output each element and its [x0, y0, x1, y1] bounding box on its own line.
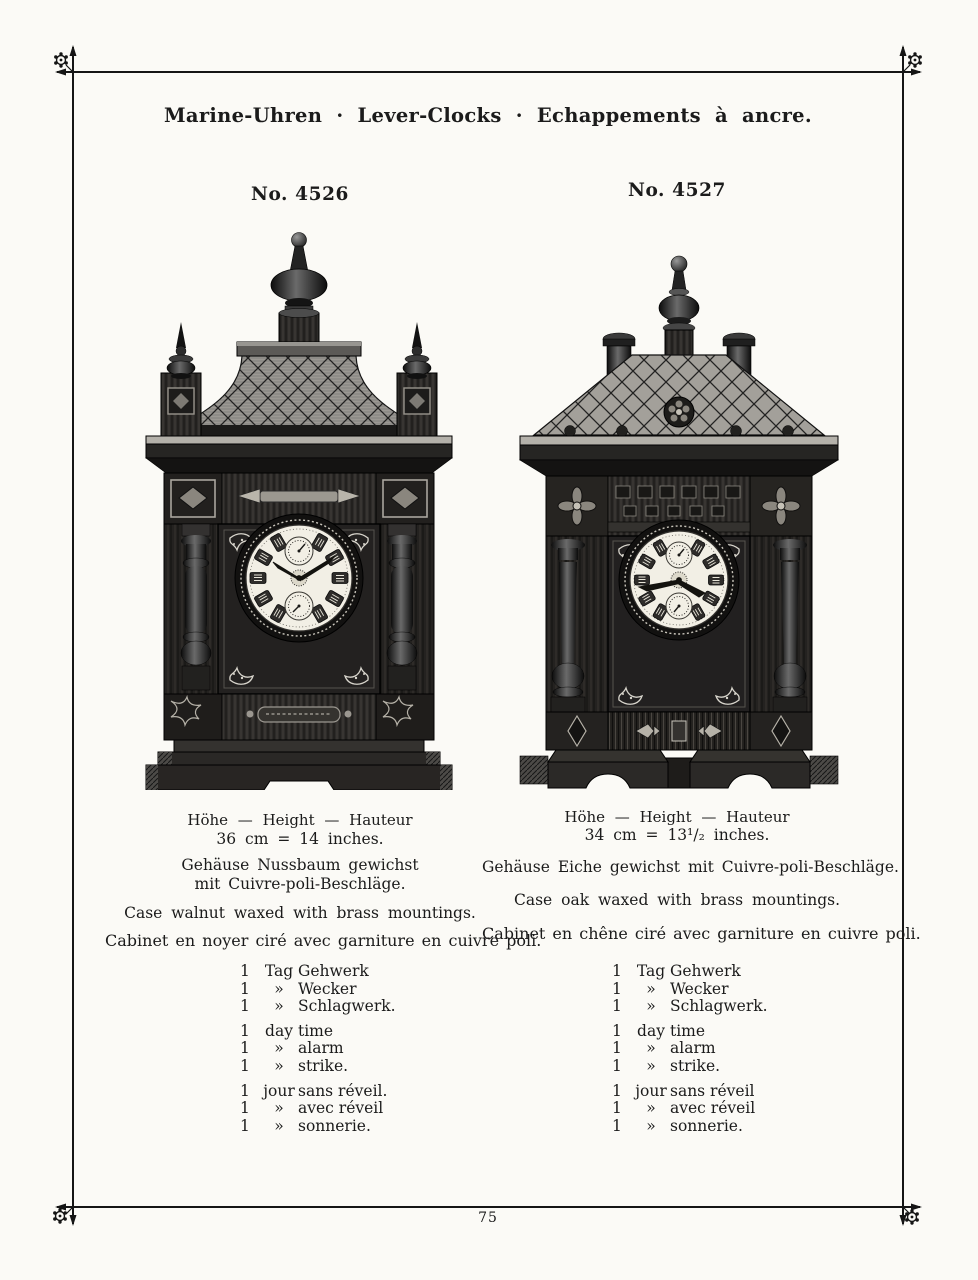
- movement-cell: 1: [612, 1081, 622, 1100]
- movement-cell: Gehwerk: [670, 962, 741, 980]
- movement-cell: day: [637, 1021, 665, 1040]
- movement-cell: day: [265, 1021, 293, 1040]
- movement-cell: 1: [612, 997, 622, 1016]
- movement-cell: time: [670, 1021, 706, 1040]
- movement-cell: sans réveil.: [298, 1081, 388, 1100]
- movement-row: [612, 998, 768, 1016]
- height-value: 36 cm = 14 inches.: [216, 830, 384, 848]
- movement-cell: 1: [240, 1081, 250, 1100]
- case-description-fr: Cabinet en noyer ciré avec garniture en cuivre poli.: [105, 931, 542, 950]
- movement-list: [240, 963, 396, 1142]
- case-description-fr: Cabinet en chêne ciré avec garniture en cuivre poli.: [482, 924, 921, 943]
- movement-cell: 1: [612, 1056, 622, 1075]
- case-description-de: Gehäuse Nussbaum gewichst: [181, 856, 419, 874]
- movement-cell: »: [274, 979, 284, 998]
- movement-cell: »: [274, 1039, 284, 1058]
- case-description-de: Gehäuse Eiche gewichst mit Cuivre-poli-Beschläge.: [482, 858, 899, 876]
- movement-row: [240, 1040, 396, 1058]
- movement-cell: 1: [612, 1116, 622, 1135]
- movement-cell: jour: [635, 1081, 667, 1100]
- page-number: 75: [478, 1210, 498, 1226]
- movement-cell: strike.: [298, 1056, 349, 1075]
- movement-group-en: [240, 1023, 396, 1076]
- movement-cell: »: [646, 1116, 656, 1135]
- movement-cell: »: [646, 997, 656, 1016]
- movement-row: [240, 1058, 396, 1076]
- movement-row: [240, 963, 396, 981]
- movement-cell: Wecker: [298, 979, 357, 998]
- movement-cell: Tag: [636, 962, 666, 980]
- page-title: Marine-Uhren · Lever-Clocks · Echappements à ancre.: [164, 104, 812, 127]
- movement-cell: 1: [612, 979, 622, 998]
- movement-row: [612, 963, 768, 981]
- movement-cell: avec réveil: [298, 1099, 384, 1118]
- movement-group-fr: [240, 1083, 396, 1136]
- movement-cell: »: [646, 979, 656, 998]
- movement-group-fr: [612, 1083, 768, 1136]
- movement-group-en: [612, 1023, 768, 1076]
- movement-cell: 1: [612, 1021, 622, 1040]
- movement-row: [240, 1118, 396, 1136]
- movement-cell: »: [274, 1099, 284, 1118]
- movement-cell: 1: [240, 1099, 250, 1118]
- movement-cell: 1: [240, 1039, 250, 1058]
- movement-row: [612, 1058, 768, 1076]
- height-value: 34 cm = 13¹/₂ inches.: [584, 826, 770, 844]
- movement-row: [240, 1100, 396, 1118]
- movement-row: [612, 1023, 768, 1041]
- height-heading: Höhe — Height — Hauteur: [187, 811, 413, 829]
- movement-cell: 1: [240, 1021, 250, 1040]
- movement-cell: »: [646, 1099, 656, 1118]
- movement-row: [612, 1100, 768, 1118]
- movement-group-de: [240, 963, 396, 1016]
- movement-cell: Schlagwerk.: [670, 997, 768, 1016]
- movement-cell: avec réveil: [670, 1099, 756, 1118]
- movement-cell: strike.: [670, 1056, 721, 1075]
- movement-row: [240, 1023, 396, 1041]
- movement-cell: »: [646, 1056, 656, 1075]
- movement-cell: Tag: [264, 962, 294, 980]
- movement-cell: jour: [263, 1081, 295, 1100]
- case-description-en: Case walnut waxed with brass mountings.: [124, 904, 476, 922]
- product-number: No. 4527: [627, 180, 727, 201]
- movement-cell: 1: [240, 997, 250, 1016]
- movement-cell: sonnerie.: [298, 1116, 371, 1135]
- movement-row: [612, 1118, 768, 1136]
- movement-row: [240, 1083, 396, 1101]
- movement-cell: 1: [612, 962, 622, 980]
- movement-cell: time: [298, 1021, 334, 1040]
- movement-cell: alarm: [670, 1039, 716, 1058]
- movement-row: [612, 981, 768, 999]
- movement-cell: 1: [612, 1099, 622, 1118]
- movement-cell: »: [274, 997, 284, 1016]
- movement-group-de: [612, 963, 768, 1016]
- movement-row: [612, 1083, 768, 1101]
- movement-cell: 1: [240, 1056, 250, 1075]
- movement-cell: 1: [612, 1039, 622, 1058]
- movement-cell: sonnerie.: [670, 1116, 743, 1135]
- movement-row: [612, 1040, 768, 1058]
- movement-cell: sans réveil: [670, 1081, 755, 1100]
- movement-cell: 1: [240, 979, 250, 998]
- movement-cell: Wecker: [670, 979, 729, 998]
- movement-cell: »: [274, 1056, 284, 1075]
- movement-row: [240, 981, 396, 999]
- movement-cell: 1: [240, 962, 250, 980]
- movement-cell: »: [646, 1039, 656, 1058]
- product-column-4526: [105, 0, 542, 1280]
- movement-cell: 1: [240, 1116, 250, 1135]
- height-heading: Höhe — Height — Hauteur: [564, 808, 790, 826]
- movement-cell: alarm: [298, 1039, 344, 1058]
- movement-cell: Schlagwerk.: [298, 997, 396, 1016]
- case-description-en: Case oak waxed with brass mountings.: [513, 891, 841, 909]
- case-description-de: mit Cuivre-poli-Beschläge.: [194, 875, 406, 893]
- movement-cell: »: [274, 1116, 284, 1135]
- movement-list: [612, 963, 768, 1142]
- movement-cell: Gehwerk: [298, 962, 369, 980]
- product-number: No. 4526: [250, 184, 350, 205]
- movement-row: [240, 998, 396, 1016]
- product-column-4527: [482, 0, 921, 1280]
